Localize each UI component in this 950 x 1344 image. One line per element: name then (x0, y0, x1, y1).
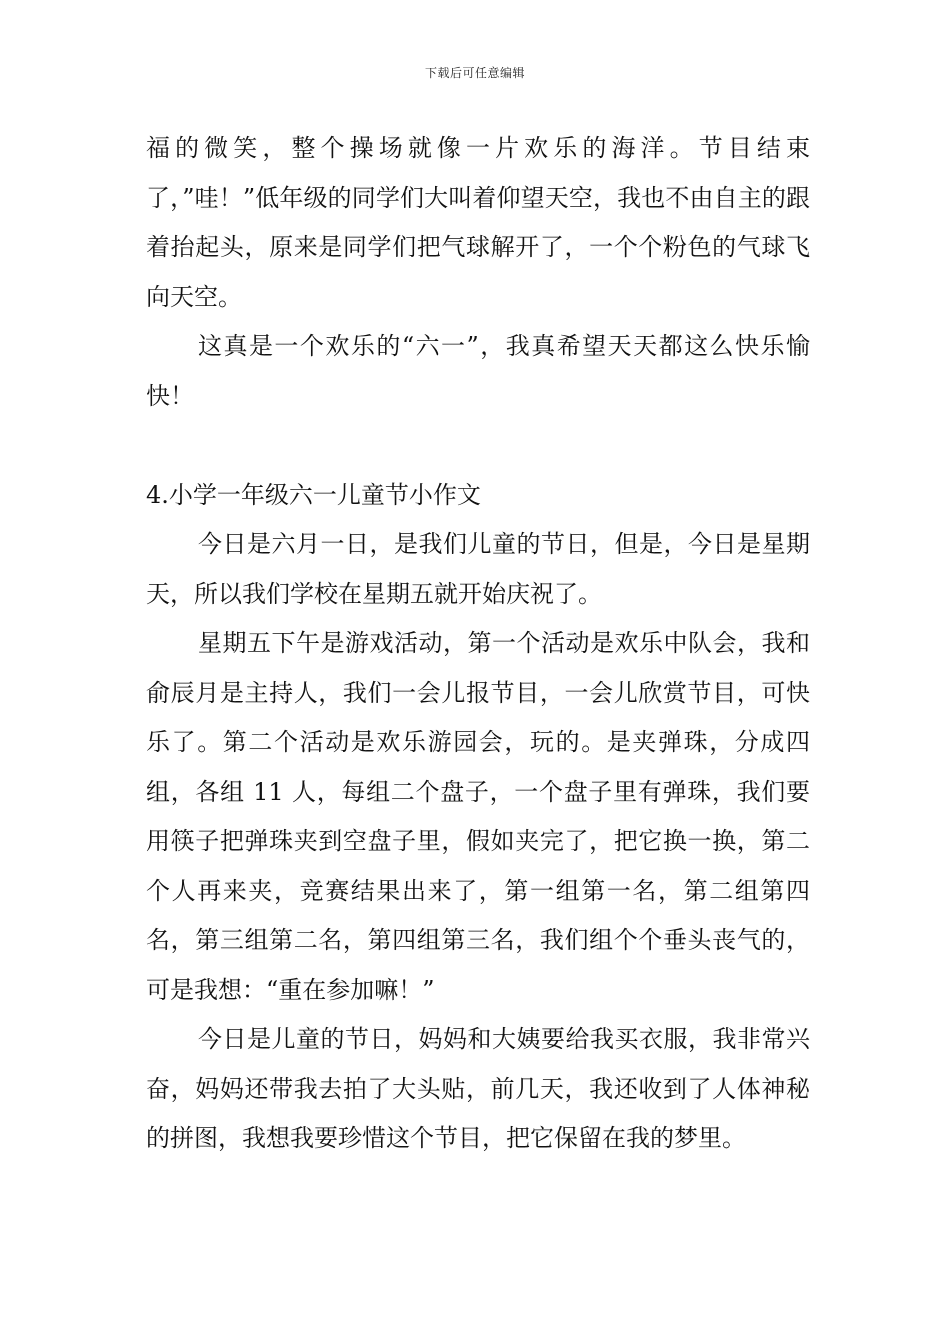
section-title: 4.小学一年级六一儿童节小作文 (146, 480, 481, 509)
paragraph: 今日是六月一日，是我们儿童的节日，但是，今日是星期天，所以我们学校在星期五就开始庆祝了。 (146, 530, 810, 608)
paragraph-continued: 福的微笑，整个操场就像一片欢乐的海洋。节目结束了，”哇！”低年级的同学们大叫着仰望天空，我也不由自主的跟着抬起头，原来是同学们把气球解开了，一个个粉色的气球飞向天空。 (146, 134, 810, 311)
paragraph: 今日是儿童的节日，妈妈和大姨要给我买衣服，我非常兴奋，妈妈还带我去拍了大头贴，前几天，我还收到了人体神秘的拼图，我想我要珍惜这个节目，把它保留在我的梦里。 (146, 1025, 810, 1152)
document-body (146, 124, 810, 1164)
paragraph: 这真是一个欢乐的“六一”，我真希望天天都这么快乐愉快！ (146, 332, 810, 410)
paragraph: 星期五下午是游戏活动，第一个活动是欢乐中队会，我和俞辰月是主持人，我们一会儿报节目，一会儿欣赏节目，可快乐了。第二个活动是欢乐游园会，玩的。是夹弹珠，分成四组，各组 11 人，每组二个盘子，一个盘子里有弹珠，我们要用筷子把弹珠夹到空盘子里，假如夹完了，把它换一换，第二个人再来夹，竞赛结果出来了，第一组第一名，第二组第四名，第三组第二名，第四组第三名，我们组个个垂头丧气的，可是我想：“重在参加嘛！” (146, 629, 810, 1004)
page-header: 下载后可任意编辑 (424, 66, 525, 80)
